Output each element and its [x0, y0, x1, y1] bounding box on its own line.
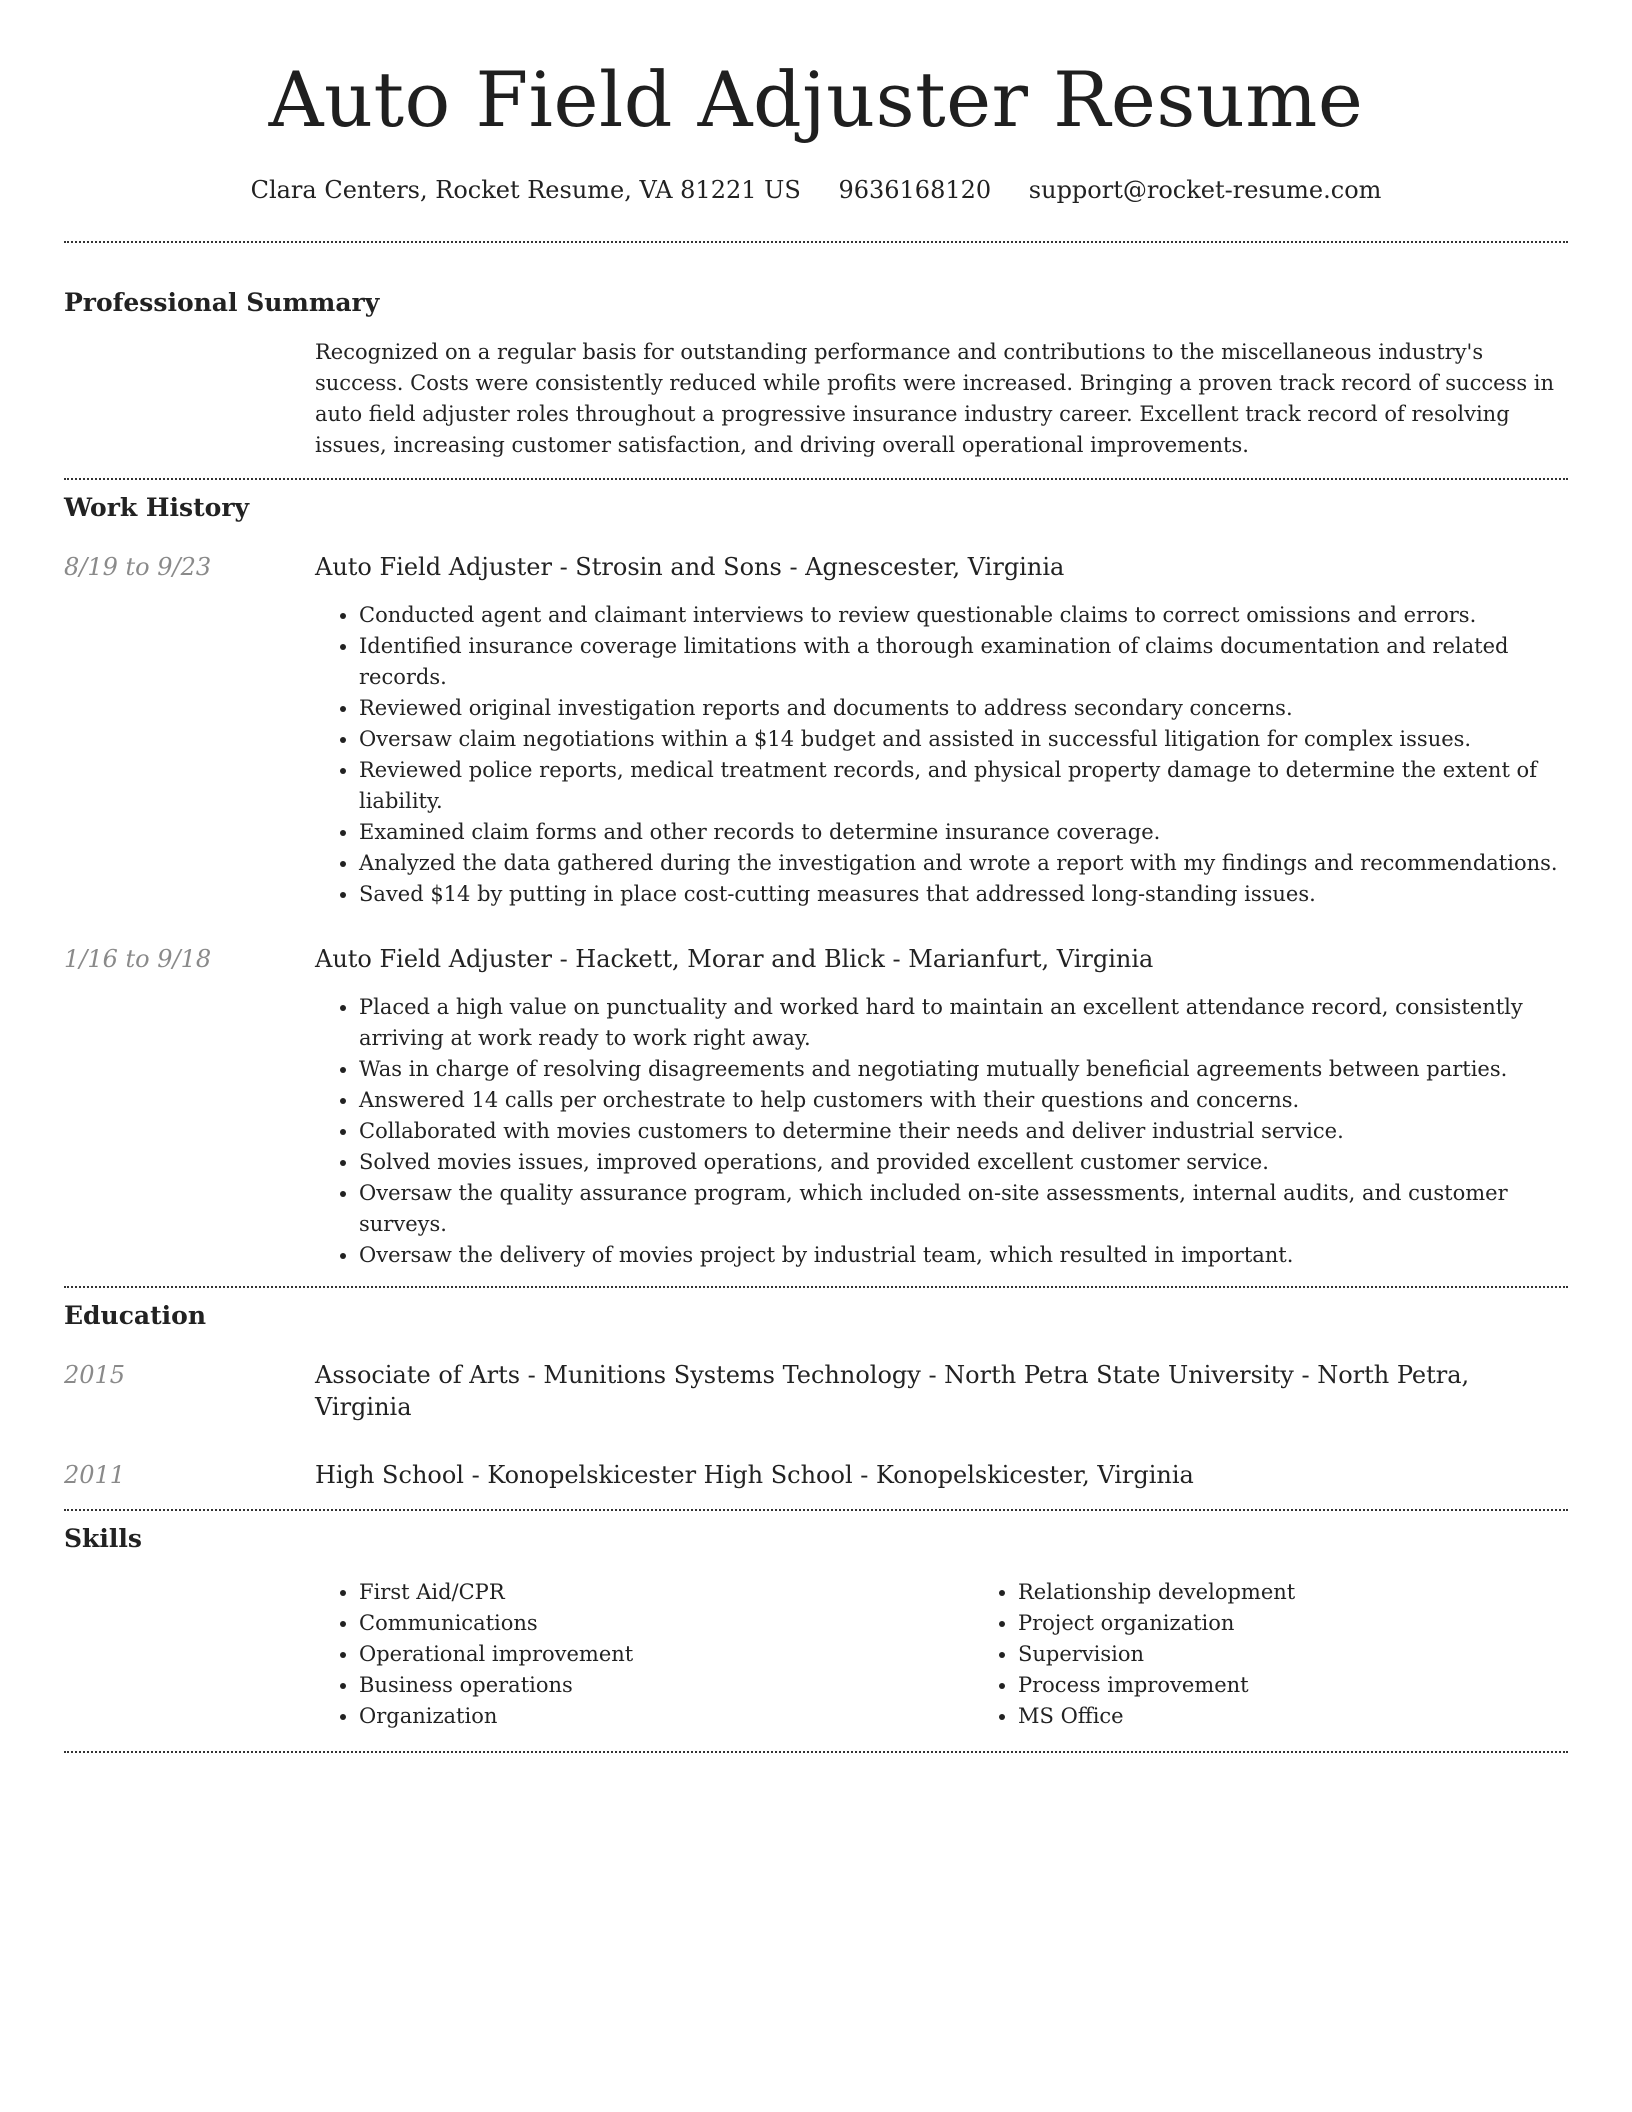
skills-section	[64, 1511, 1568, 1732]
contact-email: support@rocket-resume.com	[1028, 176, 1382, 204]
job-bullet: • Oversaw the quality assurance program, which included on-site assessments, internal audits, and customer surveys.	[359, 1178, 1568, 1240]
job-dates: 8/19 to 9/23	[64, 553, 212, 581]
job-bullet: • Placed a high value on punctuality and worked hard to maintain an excellent attendance record, consistently arriving at work ready to work right away.	[359, 992, 1568, 1054]
skill-item: • Process improvement	[1018, 1670, 1632, 1701]
education-entry	[64, 1459, 1568, 1491]
job-bullet: • Examined claim forms and other records to determine insurance coverage.	[359, 817, 1568, 848]
skills-columns	[315, 1577, 1568, 1732]
summary-text: Recognized on a regular basis for outstanding performance and contributions to the miscellaneous industry's success. Costs were consistently reduced while profits were increased. Bringing a proven track record of success in auto field adjuster roles throughout a progressive insurance industry career. Excellent track record of resolving issues, increasing customer satisfaction, and driving overall operational improvements.	[315, 340, 1555, 457]
contact-address: Clara Centers, Rocket Resume, VA 81221 US	[250, 176, 801, 204]
job-dates: 1/16 to 9/18	[64, 945, 212, 973]
education-title: Associate of Arts - Munitions Systems Technology - North Petra State University - North Petra, Virginia	[315, 1361, 1470, 1421]
skills-list-right	[974, 1577, 1632, 1732]
job-bullet: • Oversaw the delivery of movies project by industrial team, which resulted in important.	[359, 1240, 1568, 1271]
skill-item: • Communications	[359, 1608, 974, 1639]
education-entry	[64, 1359, 1568, 1423]
job-bullet: • Saved $14 by putting in place cost-cutting measures that addressed long-standing issues.	[359, 879, 1568, 910]
contact-line	[64, 174, 1568, 206]
skill-item: • First Aid/CPR	[359, 1577, 974, 1608]
job-bullet: • Reviewed police reports, medical treatment records, and physical property damage to determine the extent of liability.	[359, 755, 1568, 817]
education-section	[64, 1288, 1568, 1491]
job-bullet: • Was in charge of resolving disagreements and negotiating mutually beneficial agreements between parties.	[359, 1054, 1568, 1085]
job-bullet-list	[315, 992, 1568, 1271]
job-entry	[64, 551, 1568, 583]
work-history-section	[64, 480, 1568, 1271]
job-bullet: • Oversaw claim negotiations within a $14 budget and assisted in successful litigation for complex issues.	[359, 724, 1568, 755]
skill-item: • Organization	[359, 1701, 974, 1732]
job-entry	[64, 943, 1568, 975]
skills-list-left	[315, 1577, 974, 1732]
job-bullet: • Conducted agent and claimant interviews to review questionable claims to correct omissions and errors.	[359, 600, 1568, 631]
education-year: 2011	[64, 1461, 126, 1489]
skill-item: • Supervision	[1018, 1639, 1632, 1670]
job-title: Auto Field Adjuster - Hackett, Morar and Blick - Marianfurt, Virginia	[315, 945, 1154, 973]
skills-heading: Skills	[64, 1524, 142, 1553]
skill-item: • Operational improvement	[359, 1639, 974, 1670]
skill-item: • Relationship development	[1018, 1577, 1632, 1608]
job-bullet: • Identified insurance coverage limitations with a thorough examination of claims documentation and related records.	[359, 631, 1568, 693]
skill-item: • Project organization	[1018, 1608, 1632, 1639]
contact-phone: 9636168120	[838, 176, 992, 204]
education-heading: Education	[64, 1301, 207, 1330]
job-bullet: • Solved movies issues, improved operations, and provided excellent customer service.	[359, 1147, 1568, 1178]
section-divider	[64, 1751, 1568, 1753]
skill-item: • MS Office	[1018, 1701, 1632, 1732]
job-title: Auto Field Adjuster - Strosin and Sons - Agnescester, Virginia	[315, 553, 1065, 581]
summary-heading: Professional Summary	[64, 288, 380, 317]
education-title: High School - Konopelskicester High School - Konopelskicester, Virginia	[315, 1461, 1194, 1489]
job-bullet: • Collaborated with movies customers to determine their needs and deliver industrial service.	[359, 1116, 1568, 1147]
work-history-heading: Work History	[64, 493, 250, 522]
job-bullet: • Reviewed original investigation reports and documents to address secondary concerns.	[359, 693, 1568, 724]
job-bullet-list	[315, 600, 1568, 910]
skill-item: • Business operations	[359, 1670, 974, 1701]
summary-section	[64, 243, 1568, 461]
resume-title: Auto Field Adjuster Resume	[268, 55, 1364, 144]
education-year: 2015	[64, 1361, 126, 1389]
job-bullet: • Answered 14 calls per orchestrate to help customers with their questions and concerns.	[359, 1085, 1568, 1116]
job-bullet: • Analyzed the data gathered during the investigation and wrote a report with my findings and recommendations.	[359, 848, 1568, 879]
